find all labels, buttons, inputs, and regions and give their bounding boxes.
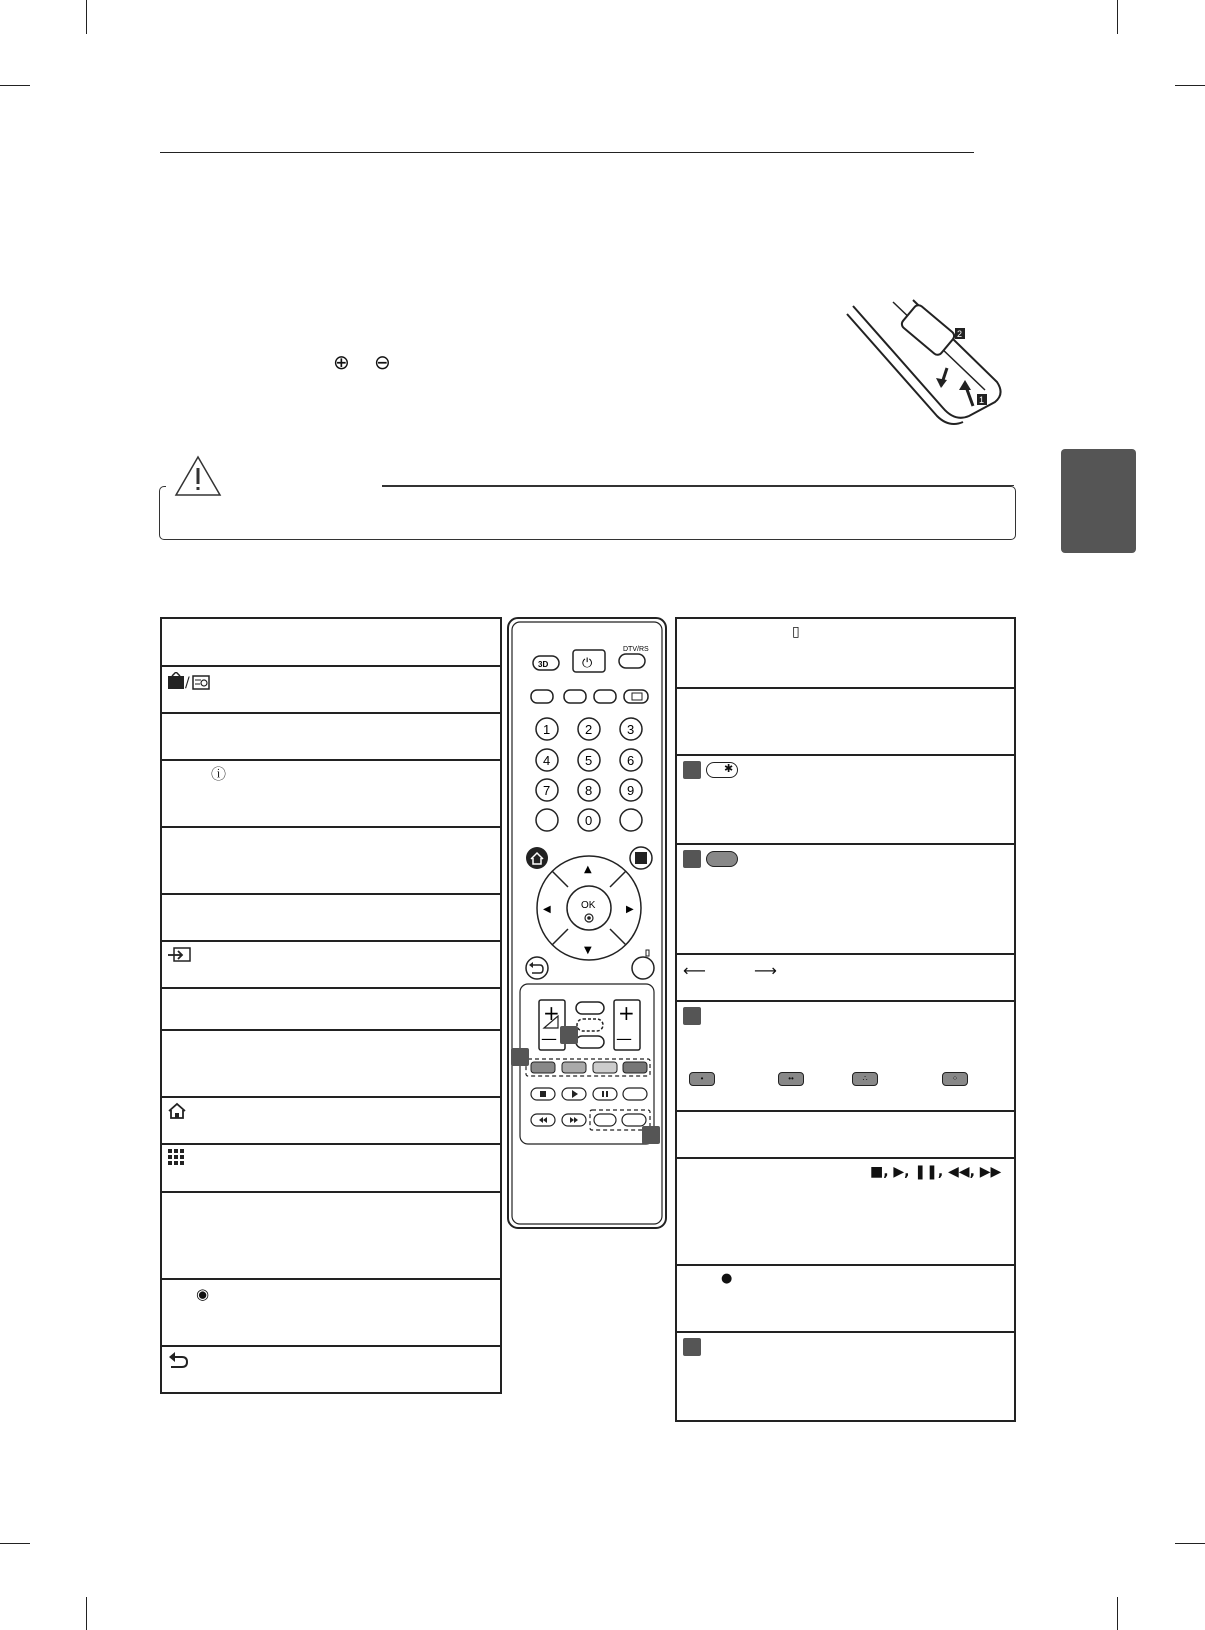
star-button-icon: ✱ [706,762,738,778]
left-function-table [160,617,502,1394]
number-button[interactable] [578,718,600,740]
step-one-label: 1 [979,395,985,405]
svg-text:/: / [185,675,190,690]
table-row [162,1031,500,1098]
number-button[interactable] [536,779,558,801]
badge-c [642,1126,660,1144]
green-key[interactable] [562,1062,586,1073]
crop-mark [0,1543,30,1544]
table-row [162,619,500,667]
table-row [677,1002,1014,1112]
battery-cover-illustration [845,298,1020,426]
input-button[interactable] [624,690,648,703]
dtv-button[interactable] [619,646,649,668]
table-row [162,989,500,1031]
number-button[interactable] [536,749,558,771]
number-button[interactable] [620,718,642,740]
record-button[interactable] [623,1088,647,1100]
back-button[interactable] [526,957,548,979]
ok-icon: ◉ [196,1285,210,1303]
number-button[interactable] [578,779,600,801]
svg-text:⏻: ⏻ [582,656,593,671]
info-button[interactable] [594,690,616,703]
table-row [677,619,1014,689]
table-row [677,1112,1014,1159]
svg-text:2: 2 [585,722,593,737]
table-row [162,828,500,895]
table-row [162,1280,500,1347]
home-button[interactable] [526,847,548,869]
svg-text:8: 8 [585,783,593,798]
tv-radio-icon [168,672,210,690]
number-button[interactable] [536,718,558,740]
svg-text:0: 0 [585,813,593,828]
nav-down-button[interactable]: ▼ [584,945,592,956]
ad-button[interactable] [622,1114,646,1126]
section-badge [683,1007,701,1025]
yellow-key-icon: ∴ [852,1072,878,1086]
q-view-button[interactable] [620,809,642,831]
table-row [162,714,500,761]
ok-button[interactable] [567,886,611,930]
subtitle-icon: ▯ [792,624,800,640]
caution-box [159,486,1016,540]
svg-text:7: 7 [543,783,551,798]
apps-icon [168,1149,184,1165]
navigation-ring [537,856,641,960]
nav-left-button[interactable]: ◀ [543,904,551,915]
table-row [162,761,500,828]
badge-a [560,1026,578,1044]
table-row [162,1347,500,1394]
section-badge [683,761,701,779]
svg-text:5: 5 [585,753,593,768]
nav-right-button[interactable]: ▶ [626,904,634,915]
blue-key[interactable] [623,1062,647,1073]
crop-mark [1117,0,1118,34]
number-button[interactable] [578,749,600,771]
fav-button[interactable] [576,1002,604,1014]
section-badge [683,850,701,868]
step-two-label: 2 [957,329,963,339]
pause-button[interactable] [593,1088,617,1100]
svg-text:+: + [543,1001,560,1025]
svg-text:4: 4 [543,753,551,768]
3d-button[interactable] [533,656,559,670]
table-row [162,1098,500,1145]
svg-text:3: 3 [627,722,635,737]
crop-mark [1175,85,1205,86]
section-badge [683,1338,701,1356]
input-icon [168,946,192,964]
home-icon [167,1102,187,1120]
table-row [162,1145,500,1193]
green-key-icon: •• [778,1072,804,1086]
table-row [162,667,500,714]
table-row [162,895,500,942]
svg-text:3D: 3D [538,660,549,669]
crop-mark [86,1597,87,1630]
svg-text:9: 9 [627,783,635,798]
table-row [162,942,500,989]
table-row [677,845,1014,955]
svg-text:OK: OK [581,900,596,911]
crop-mark [0,85,30,86]
remote-control-illustration [506,616,670,1230]
svg-text:+: + [618,1001,635,1025]
warning-triangle-icon [174,455,222,497]
crop-mark [1175,1543,1205,1544]
minus-polarity-icon: ⊖ [374,350,391,374]
svg-text:DTV/RS: DTV/RS [623,646,649,653]
yellow-key[interactable] [593,1062,617,1073]
star-button[interactable] [577,1019,603,1031]
list-button[interactable] [536,809,558,831]
table-row [677,1159,1014,1266]
mute-button[interactable] [576,1036,604,1048]
blue-key-icon: ⁘ [942,1072,968,1086]
number-button[interactable] [620,749,642,771]
caution-rule [382,485,1014,486]
right-function-table [675,617,1016,1422]
crop-mark [86,0,87,34]
playback-symbols: ■, ▶, ❚❚, ◀◀, ▶▶ [870,1164,1002,1180]
list-button[interactable] [564,690,586,703]
table-row [677,756,1014,845]
grey-button-icon [706,851,738,867]
svg-text:1: 1 [543,722,551,737]
header-rule [160,152,974,153]
red-key-icon: • [689,1072,715,1086]
table-row [162,1193,500,1280]
simplink-button[interactable] [594,1114,616,1126]
svg-text:6: 6 [627,753,635,768]
table-row [677,1266,1014,1333]
apps-button[interactable] [630,847,652,869]
arrow-left-icon: ⟵ [683,961,706,980]
number-button[interactable] [578,809,600,831]
badge-b [511,1048,529,1066]
nav-up-button[interactable]: ▲ [584,864,592,875]
table-row [677,689,1014,756]
power-button[interactable] [573,650,605,672]
tv-radio-button[interactable] [531,690,553,703]
crop-mark [1117,1597,1118,1630]
table-row [677,955,1014,1002]
plus-polarity-icon: ⊕ [333,350,350,374]
back-icon [168,1351,188,1369]
svg-text:—: — [616,1029,632,1048]
section-tab [1061,449,1136,553]
channel-rocker[interactable] [614,1000,640,1050]
info-icon: ⓘ [211,765,227,783]
table-row [677,1333,1014,1422]
svg-text:—: — [541,1029,557,1048]
number-button[interactable] [620,779,642,801]
red-key[interactable] [531,1062,555,1073]
record-icon: ● [721,1271,733,1286]
arrow-right-icon: ⟶ [754,961,777,980]
